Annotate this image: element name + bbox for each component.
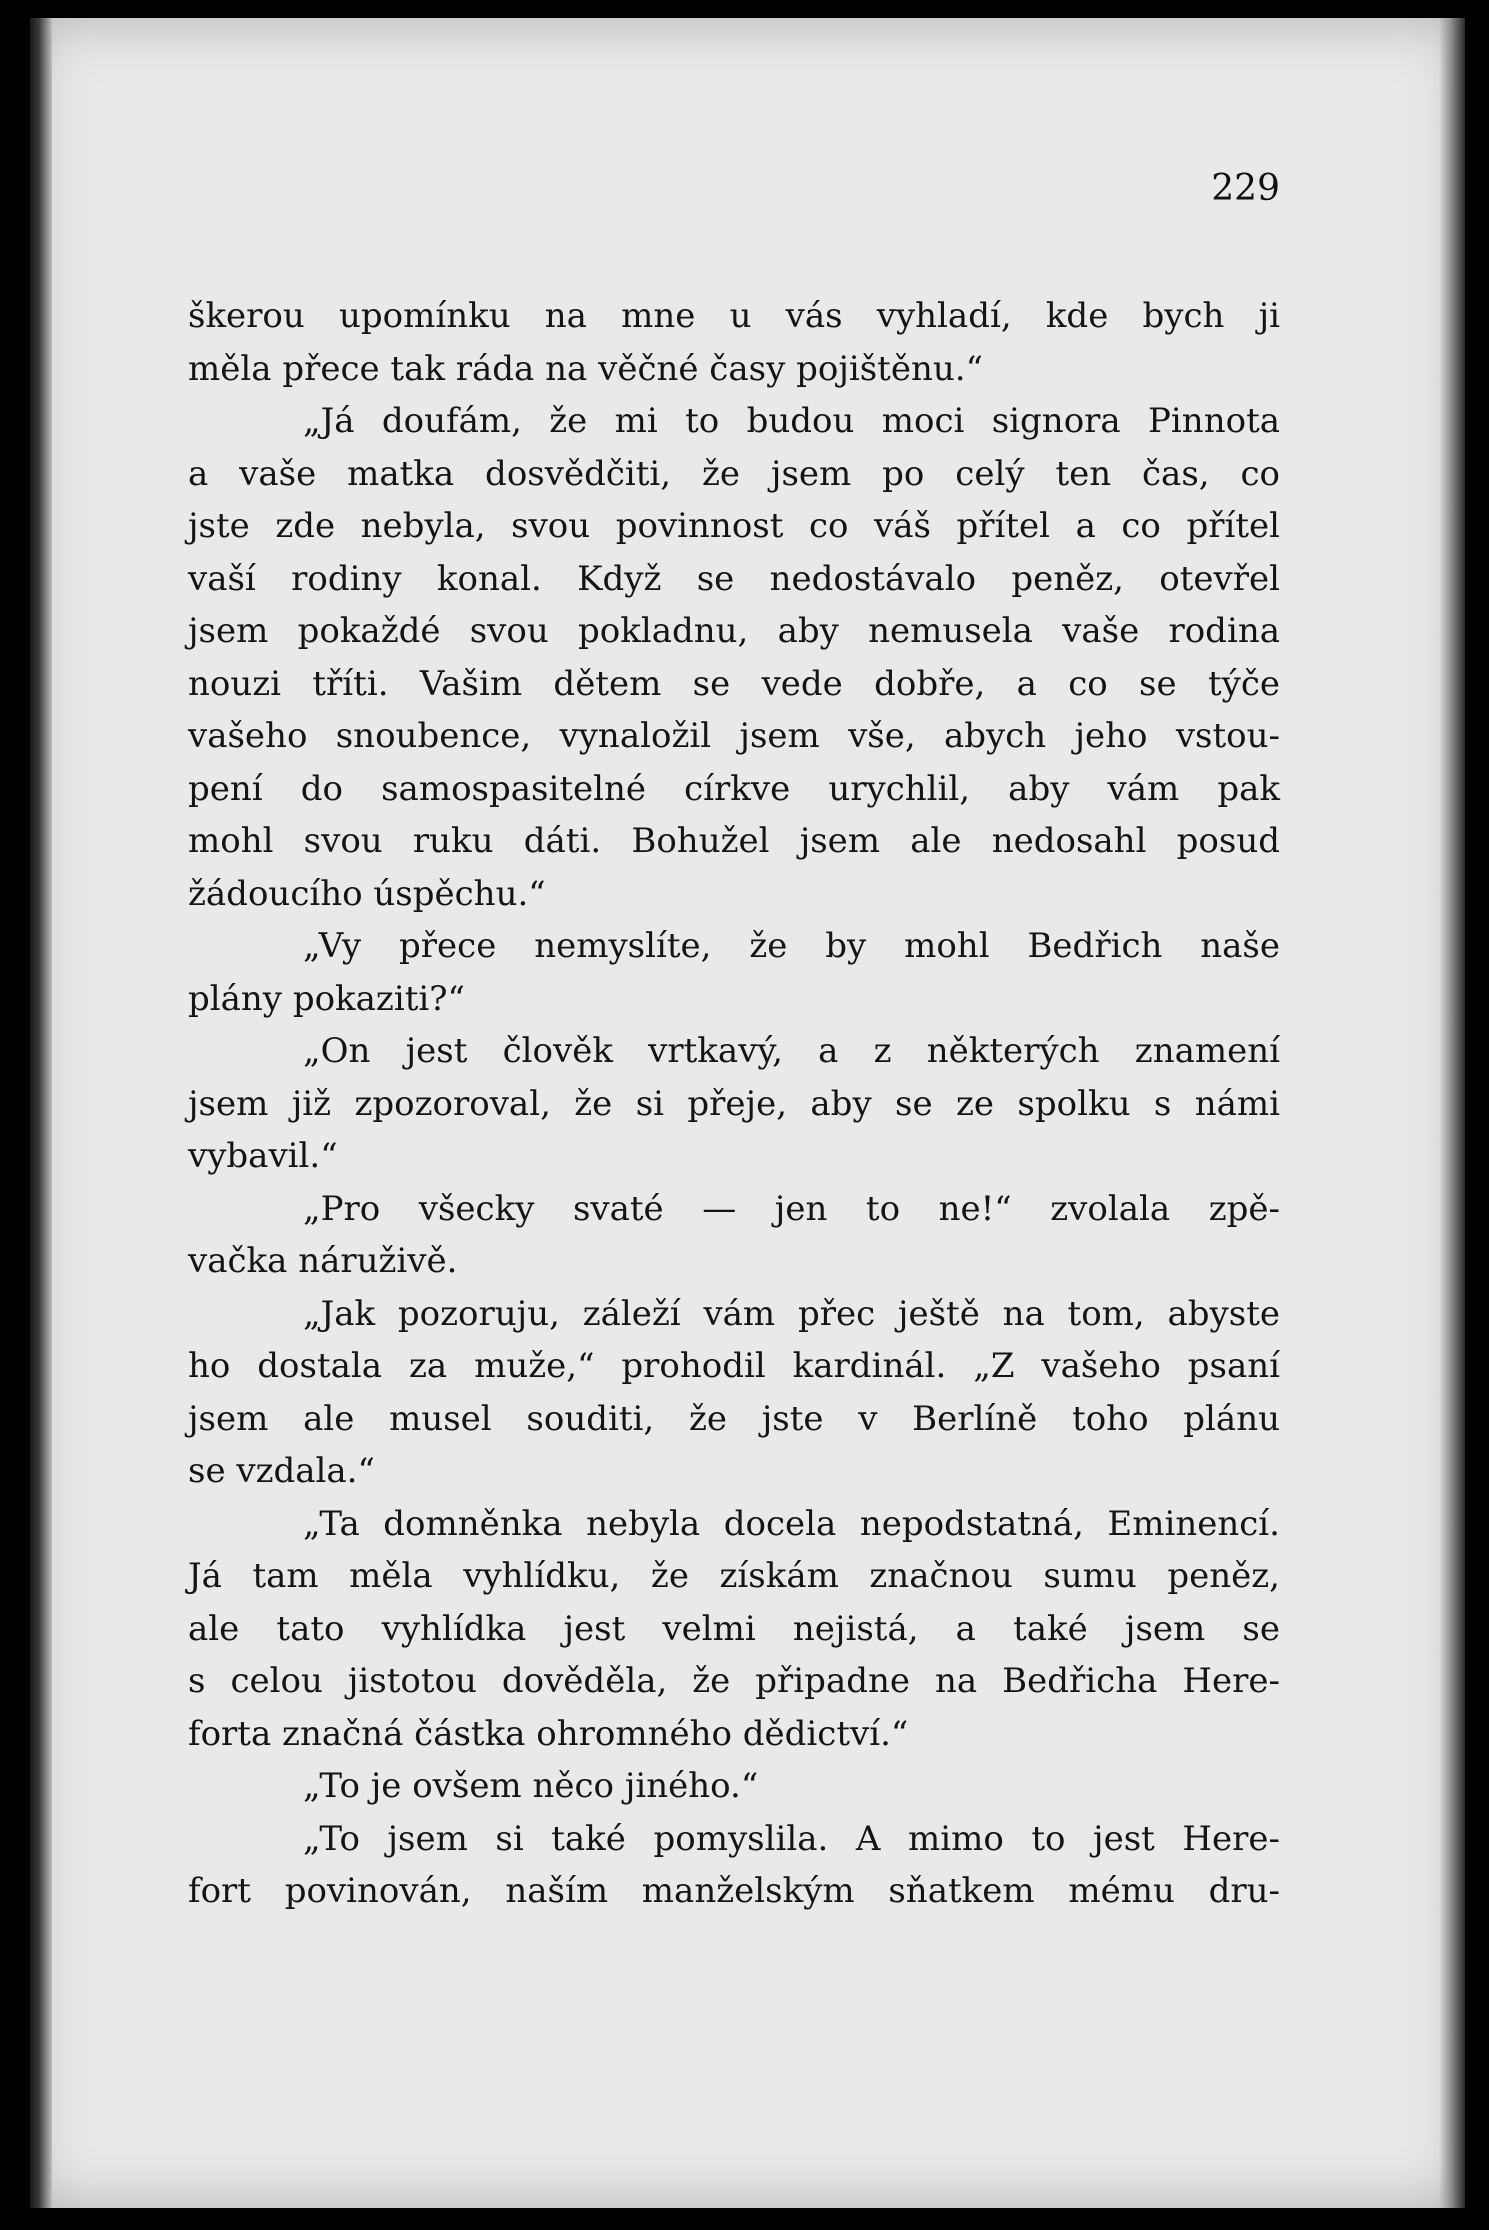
text-line: vybavil.“ xyxy=(188,1136,338,1176)
text-line: Já tam měla vyhlídku, že získám značnou sumu peněz, xyxy=(188,1556,1280,1596)
text-line: „To jsem si také pomyslila. A mimo to jest Here- xyxy=(303,1818,1280,1859)
text-line: plány pokaziti?“ xyxy=(188,978,465,1019)
text-line: a vaše matka dosvědčiti, že jsem po celý ten čas, co xyxy=(188,453,1280,494)
text-line: „Vy přece nemyslíte, že by mohl Bedřich naše xyxy=(303,926,1280,966)
text-line: jsem ale musel souditi, že jste v Berlíně toho plánu xyxy=(188,1398,1280,1439)
text-line: „To je ovšem něco jiného.“ xyxy=(303,1766,759,1806)
text-line: pení do samospasitelné církve urychlil, aby vám pak xyxy=(188,768,1280,809)
text-line: jsem pokaždé svou pokladnu, aby nemusela vaše rodina xyxy=(188,611,1280,651)
text-line: jsem již zpozoroval, že si přeje, aby se ze spolku s námi xyxy=(188,1083,1280,1124)
text-line: forta značná částka ohromného dědictví.“ xyxy=(188,1713,909,1754)
text-line: fort povinován, naším manželským sňatkem mému dru- xyxy=(188,1871,1280,1911)
page-left-shadow xyxy=(30,18,52,2208)
text-line: vašeho snoubence, vynaložil jsem vše, abych jeho vstou- xyxy=(188,716,1280,756)
text-line: „Já doufám, že mi to budou moci signora Pinnota xyxy=(303,401,1280,441)
text-line: nouzi tříti. Vašim dětem se vede dobře, a co se týče xyxy=(188,663,1280,704)
body-text xyxy=(188,290,1280,1918)
text-line: „Pro všecky svaté — jen to ne!“ zvolala zpě- xyxy=(303,1188,1280,1229)
text-line: se vzdala.“ xyxy=(188,1451,375,1491)
page-number: 229 xyxy=(1211,168,1280,209)
text-line: jste zde nebyla, svou povinnost co váš přítel a co přítel xyxy=(188,506,1280,546)
text-line: ale tato vyhlídka jest velmi nejistá, a také jsem se xyxy=(188,1608,1280,1649)
text-line: měla přece tak ráda na věčné časy pojištěnu.“ xyxy=(188,348,983,389)
text-line: „On jest člověk vrtkavý, a z některých znamení xyxy=(303,1031,1280,1071)
book-page xyxy=(30,18,1465,2208)
text-line: s celou jistotou dověděla, že připadne na Bedřicha Here- xyxy=(188,1661,1280,1701)
text-line: „Ta domněnka nebyla docela nepodstatná, Eminencí. xyxy=(303,1503,1280,1544)
text-line: ho dostala za muže,“ prohodil kardinál. „Z vašeho psaní xyxy=(188,1346,1280,1386)
text-line: vačka náruživě. xyxy=(188,1241,458,1281)
text-line: žádoucího úspěchu.“ xyxy=(188,873,546,914)
text-line: vaší rodiny konal. Když se nedostávalo peněz, otevřel xyxy=(188,558,1280,599)
text-line: škerou upomínku na mne u vás vyhladí, kde bych ji xyxy=(188,296,1280,336)
page-right-shadow xyxy=(1439,18,1465,2208)
text-line: mohl svou ruku dáti. Bohužel jsem ale nedosahl posud xyxy=(188,821,1280,861)
text-line: „Jak pozoruju, záleží vám přec ještě na tom, abyste xyxy=(303,1293,1280,1334)
